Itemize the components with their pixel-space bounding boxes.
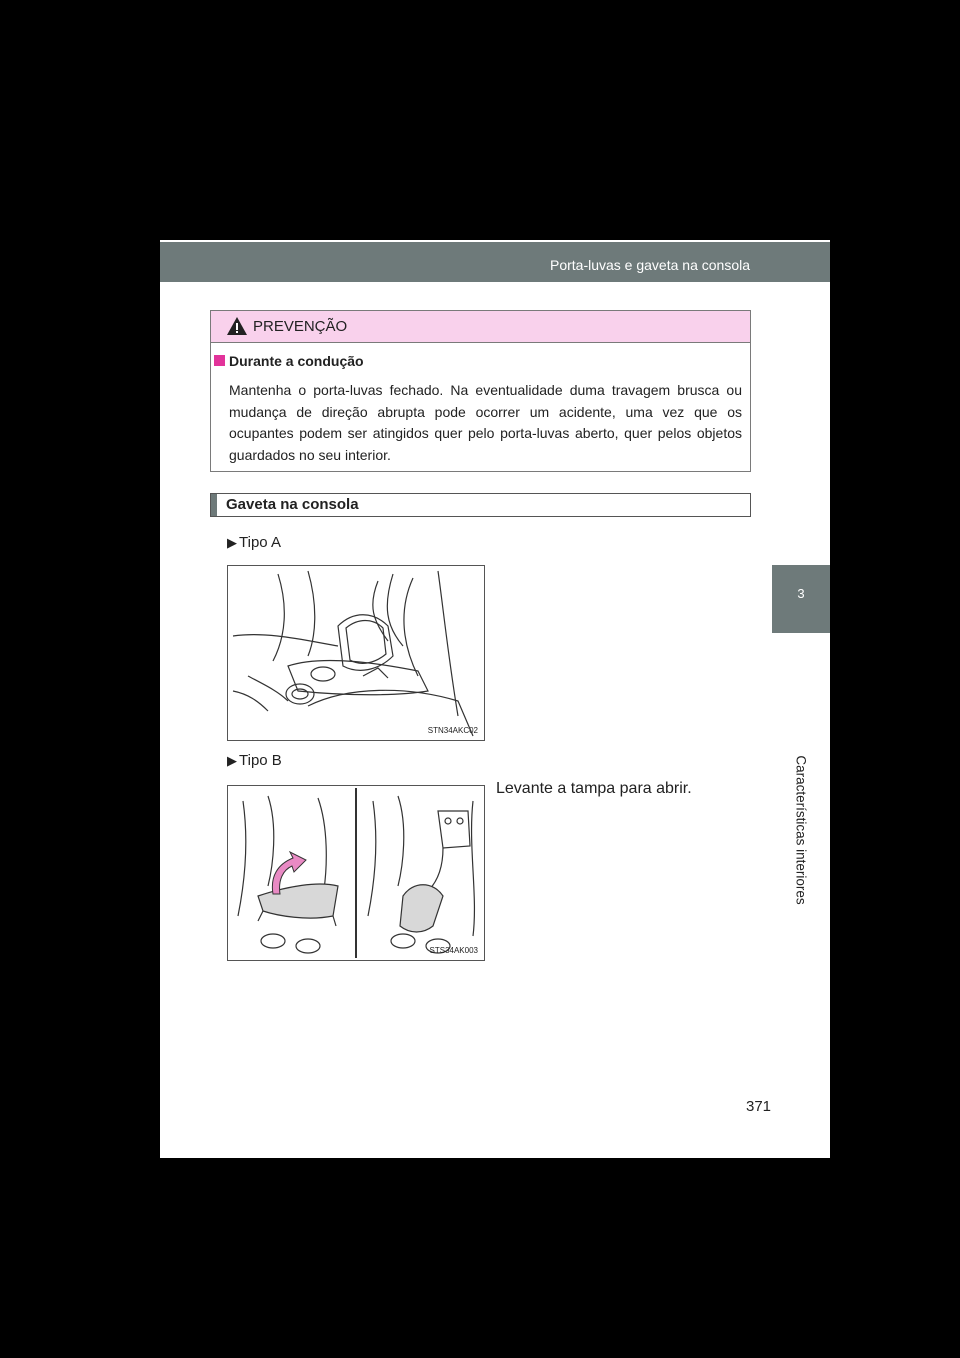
console-illustration-a [228, 566, 484, 740]
triangle-right-icon: ▶ [227, 535, 237, 550]
warning-triangle-icon [226, 316, 248, 336]
header-title: Porta-luvas e gaveta na consola [549, 257, 750, 273]
section-heading [210, 493, 751, 517]
chapter-label-wrap [772, 640, 830, 1020]
figure-type-b [227, 785, 485, 961]
warning-box [210, 310, 751, 472]
warning-body: Mantenha o porta-luvas fechado. Na eventualidade duma travagem brusca ou mudança de direção abrupta pode ocorrer um acidente, uma vez que os ocupantes podem ser atingidos quer pelo porta-luvas aberto, quer pelos objetos guardados no seu interior. [229, 382, 742, 463]
manual-page [160, 240, 830, 1158]
header-bar [160, 242, 830, 282]
chapter-label: Características interiores [793, 755, 809, 905]
console-illustration-b [228, 786, 484, 960]
type-b-text: Tipo B [239, 752, 282, 769]
type-a-text: Tipo A [239, 534, 281, 551]
bullet-square-icon [214, 355, 225, 366]
section-stripe [211, 494, 217, 516]
type-a-label [227, 534, 281, 551]
figure-type-a [227, 565, 485, 741]
page-number: 371 [746, 1098, 772, 1115]
figure-code-a: STN34AKC02 [427, 726, 478, 735]
warning-header [211, 311, 750, 343]
section-title: Gaveta na consola [226, 496, 359, 513]
warning-heading: PREVENÇÃO [253, 318, 348, 335]
instruction-text: Levante a tampa para abrir. [496, 780, 692, 797]
triangle-right-icon: ▶ [227, 753, 237, 768]
figure-code-b: STS34AK003 [429, 946, 478, 955]
chapter-tab: 3 [772, 565, 830, 633]
type-b-label [227, 752, 282, 769]
warning-subtitle: Durante a condução [229, 353, 364, 369]
